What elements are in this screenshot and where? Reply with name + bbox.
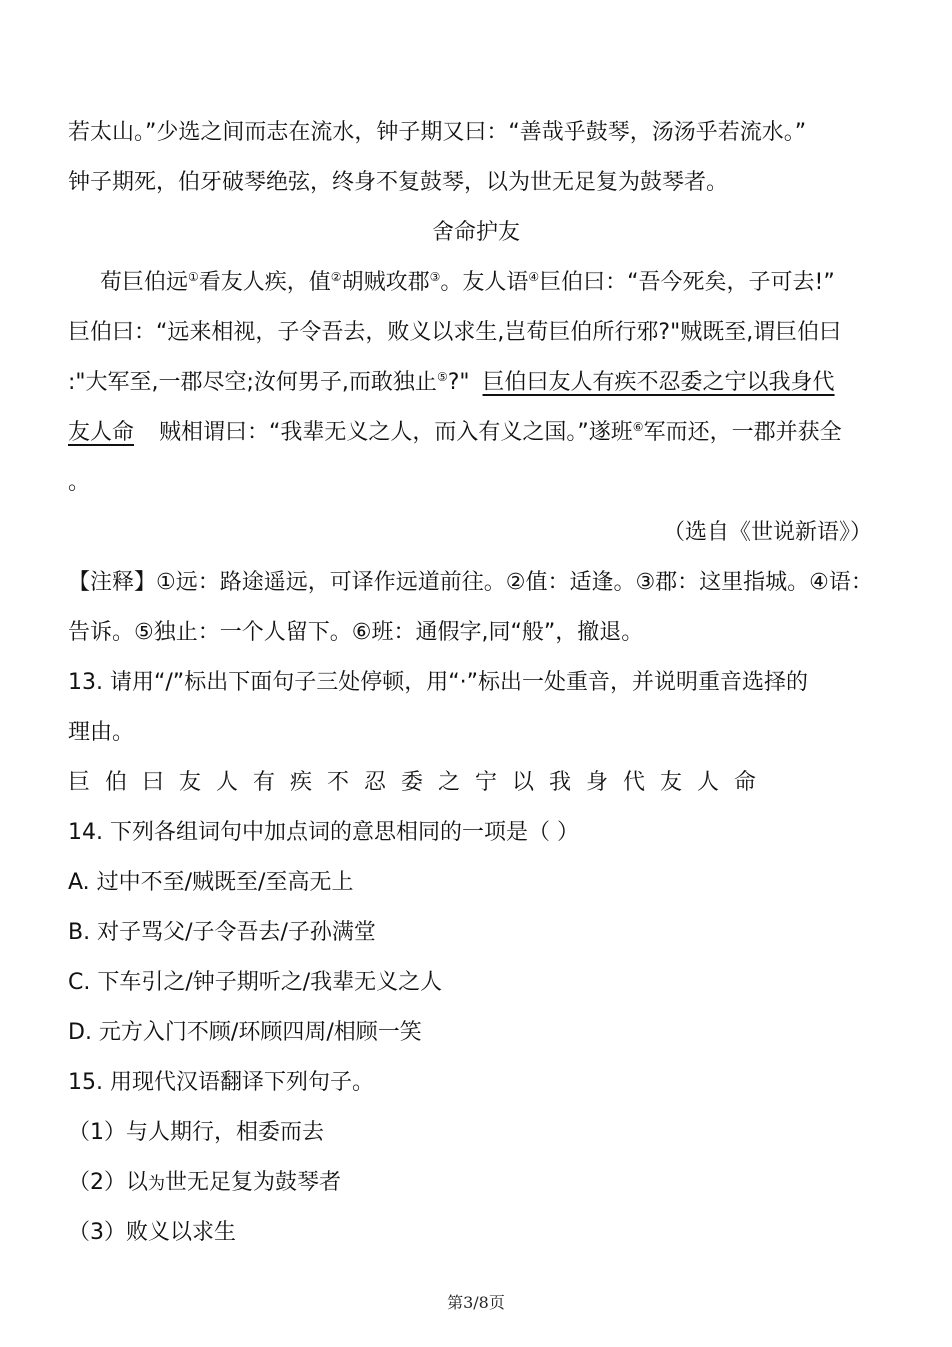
text-segment: 胡贼攻郡	[341, 270, 430, 295]
text-segment: 世无足复为鼓琴者	[165, 1170, 342, 1195]
passage-line-4: 巨伯曰：“远来相视，子令吾去，败义以求生,岂荀巨伯所行邪?"贼既至,谓巨伯曰	[68, 320, 842, 345]
text-segment: 贼相谓曰：“我辈无义之人，而入有义之国。”遂班	[159, 420, 633, 445]
text-segment: 军而还，一郡并获全	[643, 420, 842, 445]
text-segment: ?"	[447, 370, 470, 395]
question-15-item-1: （1）与人期行，相委而去	[68, 1120, 324, 1145]
text-segment: 看友人疾，值	[198, 270, 331, 295]
text-segment: :"大军至,一郡尽空;汝何男子,而敢独止	[68, 370, 437, 395]
notes-line-1: 【注释】①远：路途遥远，可译作远道前往。②值：适逢。③郡：这里指城。④语：	[68, 570, 873, 595]
question-14-stem: 14. 下列各组词句中加点词的意思相同的一项是（ ）	[68, 820, 579, 845]
underlined-text: 友人命	[68, 420, 135, 445]
option-d: D. 元方入门不顾/环顾四周/相顾一笑	[68, 1020, 422, 1045]
text-segment-small: 为	[148, 1174, 165, 1194]
passage-source: （选自《世说新语》）	[662, 520, 872, 545]
passage-line-1: 若太山。”少选之间而志在流水，钟子期又曰：“善哉乎鼓琴，汤汤乎若流水。”	[68, 120, 807, 145]
question-15-item-3: （3）败义以求生	[68, 1220, 236, 1245]
text-segment: 巨伯曰：“吾今死矣，子可去!”	[539, 270, 835, 295]
passage-line-5	[68, 368, 835, 398]
option-c: C. 下车引之/钟子期听之/我辈无义之人	[68, 970, 443, 995]
passage-title: 舍命护友	[431, 220, 520, 245]
footnote-marker: ⑤	[436, 370, 448, 384]
question-15-item-2	[68, 1168, 341, 1199]
footnote-marker: ⑥	[632, 420, 644, 434]
underlined-sentence-end	[68, 418, 146, 448]
notes-line-2: 告诉。⑤独止：一个人留下。⑥班：通假字,同“般”，撤退。	[68, 620, 644, 645]
option-a: A. 过中不至/贼既至/至高无上	[68, 870, 354, 895]
question-13-sentence: 巨伯曰友人有疾不忍委之宁以我身代友人命	[68, 770, 772, 795]
question-15-stem: 15. 用现代汉语翻译下列句子。	[68, 1070, 374, 1095]
passage-line-3	[100, 268, 835, 298]
footnote-marker: ④	[528, 270, 540, 284]
footnote-marker: ①	[188, 270, 199, 284]
text-segment: （2）以	[68, 1170, 148, 1195]
text-segment: 荀巨伯远	[100, 270, 189, 295]
passage-line-2: 钟子期死，伯牙破琴绝弦，终身不复鼓琴，以为世无足复为鼓琴者。	[68, 170, 729, 195]
question-13-stem-cont: 理由。	[68, 720, 135, 745]
underlined-sentence: 巨伯曰友人有疾不忍委之宁以我身代	[482, 370, 835, 395]
text-segment: 。友人语	[440, 270, 529, 295]
footnote-marker: ③	[429, 270, 441, 284]
passage-line-6	[68, 418, 842, 448]
question-13-stem: 13. 请用“/”标出下面句子三处停顿，用“·”标出一处重音，并说明重音选择的	[68, 670, 808, 695]
footnote-marker: ②	[330, 270, 342, 284]
page-number: 第3/8页	[447, 1293, 505, 1312]
passage-line-7: 。	[68, 470, 91, 495]
option-b: B. 对子骂父/子令吾去/子孙满堂	[68, 920, 376, 945]
